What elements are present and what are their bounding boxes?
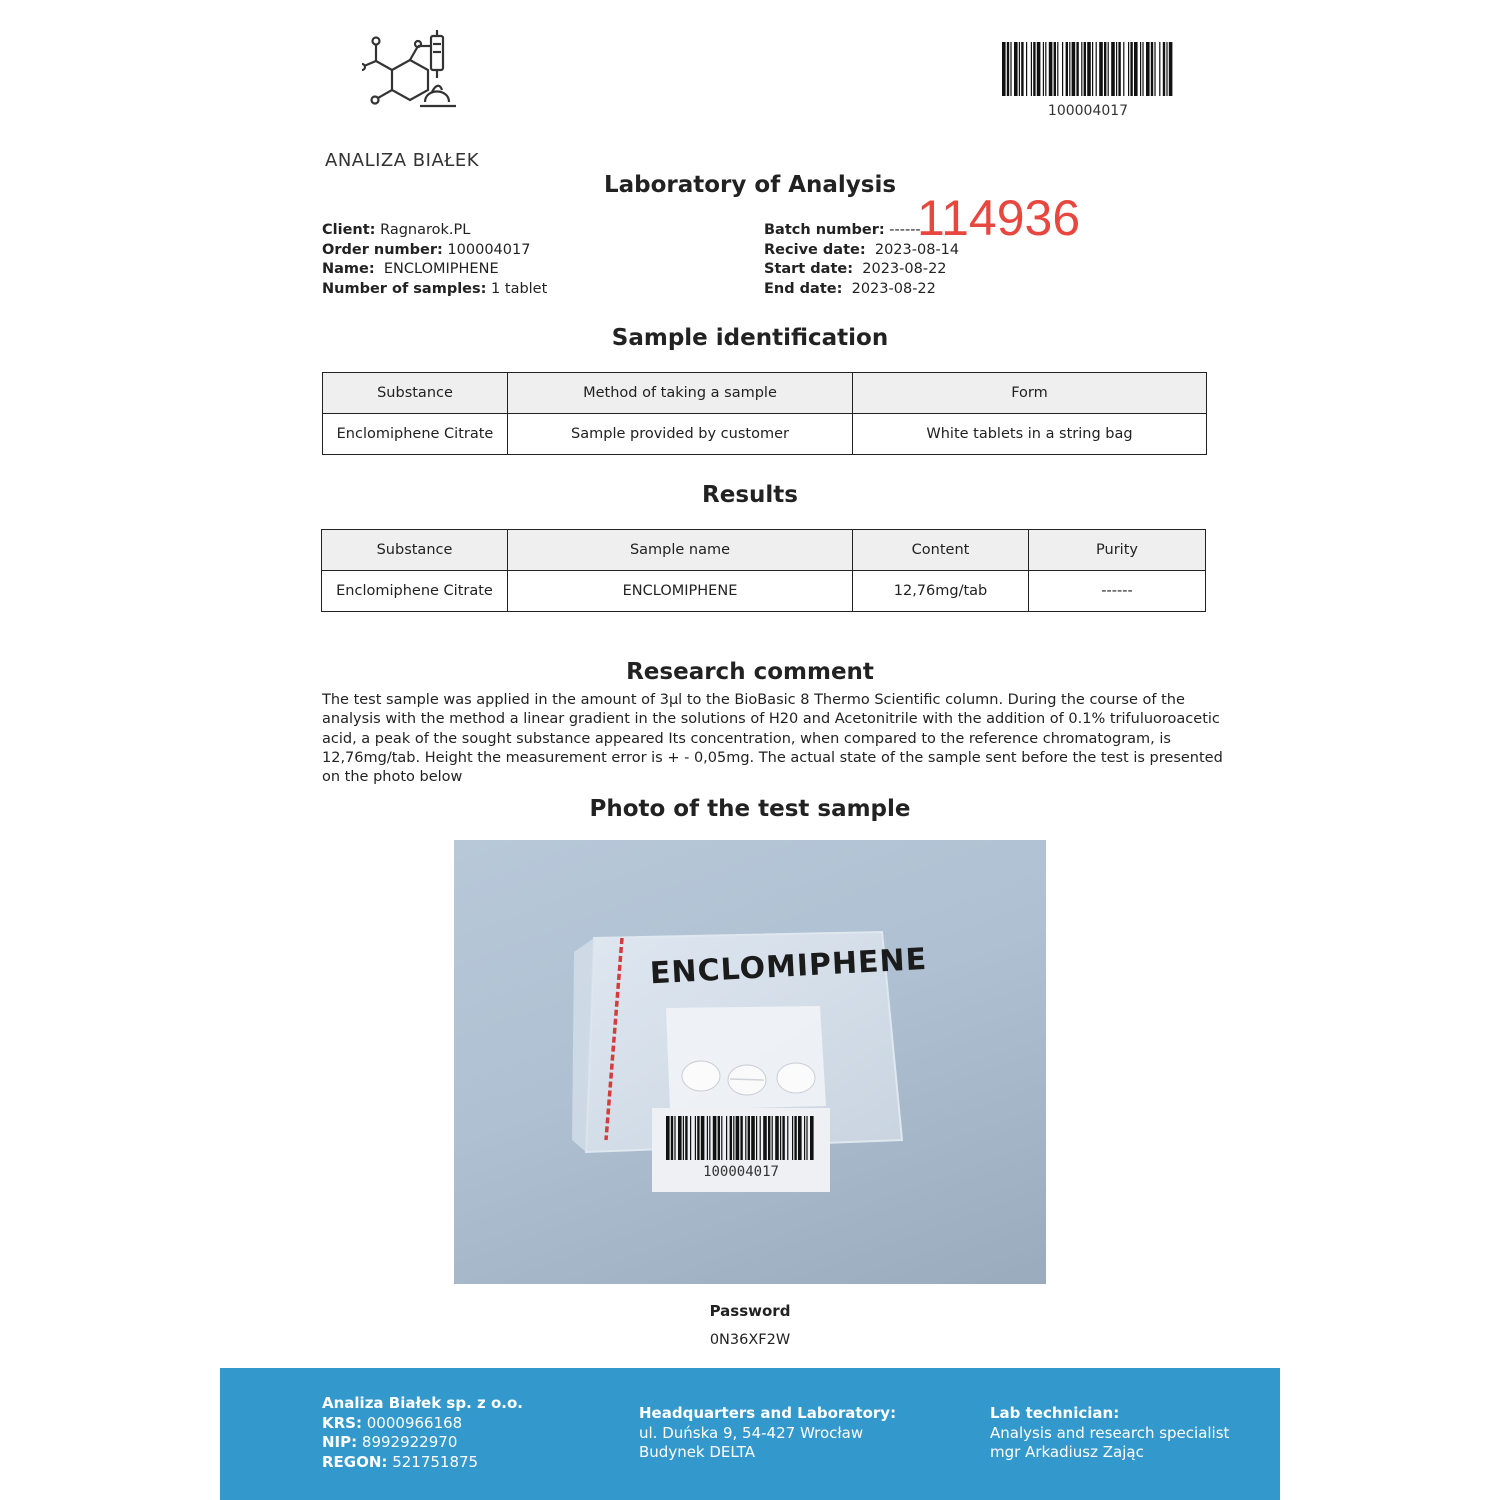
client-value: Ragnarok.PL	[380, 222, 471, 238]
order-value: 100004017	[447, 241, 531, 258]
footer	[220, 1368, 1280, 1500]
table-header-row	[323, 373, 1207, 414]
header-cell: Method of taking a sample	[508, 373, 853, 414]
table-cell: 12,76mg/tab	[853, 571, 1029, 612]
regon-value: 521751875	[392, 1452, 479, 1471]
receive-row: Recive date: 2023-08-14	[764, 241, 960, 258]
sample-identification-table	[322, 372, 1207, 455]
batch-number-value: 114936	[917, 190, 1081, 246]
photo-heading: Photo of the test sample	[589, 796, 911, 822]
end-value: 2023-08-22	[851, 280, 936, 297]
table-row	[322, 571, 1206, 612]
svg-text:ENCLOMIPHENE: ENCLOMIPHENE	[649, 941, 928, 992]
footer-company-col: Analiza Białek sp. z o.o. KRS: 0000966168 NIP: 8992922970 REGON: 521751875	[322, 1394, 523, 1471]
barcode-image	[1002, 42, 1174, 96]
table-cell: Enclomiphene Citrate	[323, 414, 508, 455]
samples-row: Number of samples: 1 tablet	[322, 280, 548, 297]
barcode-number: 100004017	[1047, 103, 1129, 119]
sample-bag-illustration	[454, 840, 1046, 1284]
receive-value: 2023-08-14	[874, 241, 960, 258]
footer-company-name: Analiza Białek sp. z o.o.	[322, 1394, 523, 1412]
tech-line2: mgr Arkadiusz Zając	[990, 1443, 1144, 1461]
header-cell: Sample name	[508, 530, 853, 571]
company-logo	[322, 30, 502, 171]
client-row: Client: Ragnarok.PL	[322, 222, 471, 238]
hq-line2: Budynek DELTA	[639, 1443, 755, 1461]
name-value: ENCLOMIPHENE	[383, 261, 499, 278]
info-left	[322, 221, 547, 299]
password-value: 0N36XF2W	[709, 1332, 791, 1348]
name-row: Name: ENCLOMIPHENE	[322, 261, 499, 278]
results-heading: Results	[702, 482, 798, 508]
research-comment-text: The test sample was applied in the amount of 3µl to the BioBasic 8 Thermo Scientific column. During the course of the analysis with the method a linear gradient in the solutions of H20 and Acetonitrile with the addition of 0.1% trifuluoroacetic acid, a peak of the sought substance appeared Its concentration, when compared to the reference chromatogram, is 12,76mg/tab. Height the measurement error is + - 0,05mg. The actual state of the sample sent before the test is presented on the photo below	[322, 692, 1223, 786]
header-cell: Substance	[323, 373, 508, 414]
header-cell: Purity	[1029, 530, 1206, 571]
table-cell: Sample provided by customer	[508, 414, 853, 455]
page-title: Laboratory of Analysis	[603, 172, 897, 198]
header-cell: Content	[853, 530, 1029, 571]
hq-label: Headquarters and Laboratory:	[639, 1404, 897, 1422]
table-cell: White tablets in a string bag	[853, 414, 1207, 455]
batch-row: Batch number: ------	[764, 222, 921, 238]
krs-value: 0000966168	[366, 1413, 463, 1432]
lab-molecule-microscope-icon	[362, 30, 482, 115]
table-header-row	[322, 530, 1206, 571]
hq-line1: ul. Duńska 9, 54-427 Wrocław	[639, 1423, 864, 1442]
header-cell: Substance	[322, 530, 508, 571]
tech-line1: Analysis and research specialist	[990, 1423, 1230, 1442]
nip-value: 8992922970	[361, 1433, 458, 1451]
end-row: End date: 2023-08-22	[764, 280, 936, 297]
samples-value: 1 tablet	[491, 280, 548, 297]
table-cell: Enclomiphene Citrate	[322, 571, 508, 612]
order-row: Order number: 100004017	[322, 241, 531, 258]
start-value: 2023-08-22	[862, 261, 947, 278]
batch-dashes: ------	[889, 222, 921, 238]
footer-tech-col	[990, 1404, 1229, 1463]
footer-hq-col	[639, 1404, 896, 1463]
table-row	[323, 414, 1207, 455]
start-row: Start date: 2023-08-22	[764, 261, 947, 278]
logo-text: ANALIZA BIAŁEK	[325, 150, 480, 171]
sample-label-number: 100004017	[703, 1164, 779, 1180]
table-cell: ENCLOMIPHENE	[508, 571, 853, 612]
results-table	[321, 529, 1206, 612]
table-cell: ------	[1029, 571, 1206, 612]
sample-identification-heading: Sample identification	[611, 325, 889, 351]
research-comment-heading: Research comment	[626, 659, 874, 685]
password-label: Password	[709, 1302, 791, 1320]
tech-label: Lab technician:	[990, 1404, 1120, 1422]
test-sample-photo	[454, 840, 1046, 1284]
header-cell: Form	[853, 373, 1207, 414]
